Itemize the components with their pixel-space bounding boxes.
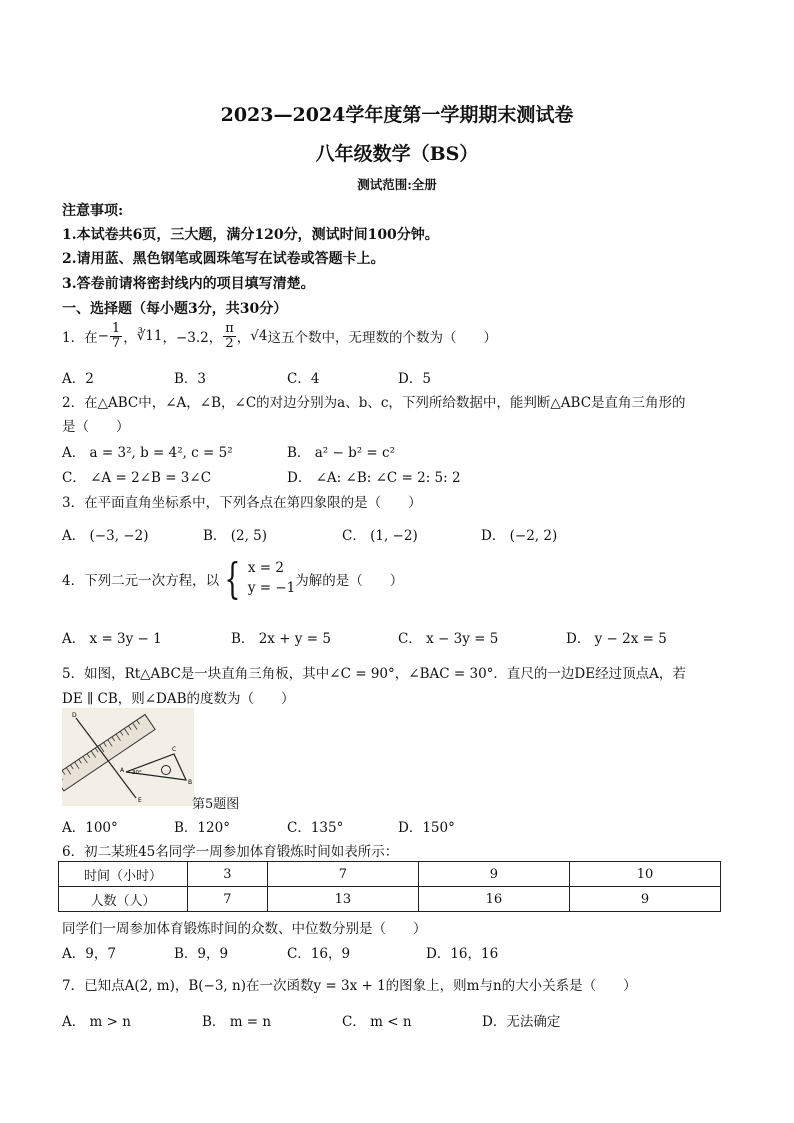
q1-sqrt: √4 bbox=[250, 328, 268, 345]
table-cell: 7 bbox=[188, 887, 268, 912]
question-2-line2: 是（ ） bbox=[62, 419, 130, 435]
q1-prefix: 1．在 bbox=[62, 330, 98, 347]
fig-label-b: B bbox=[188, 779, 193, 786]
q5-figure-caption: 第5题图 bbox=[192, 797, 240, 812]
q5-option-a: A．100° bbox=[62, 820, 118, 836]
q3-option-c: C． (1, −2) bbox=[342, 528, 418, 544]
question-3: 3．在平面直角坐标系中，下列各点在第四象限的是（ ） bbox=[62, 495, 422, 511]
q1-frac-num: 1 bbox=[111, 321, 121, 336]
q1-pi-den: 2 bbox=[225, 335, 234, 351]
q1-option-d: D．5 bbox=[398, 371, 431, 387]
q4-option-a: A． x = 3y − 1 bbox=[62, 631, 162, 647]
q1-pi-num: π bbox=[225, 321, 234, 336]
table-cell: 10 bbox=[569, 862, 720, 887]
table-header-cell: 时间（小时） bbox=[59, 862, 188, 887]
q4-row2: y = −1 bbox=[247, 580, 296, 596]
fig-label-c: C bbox=[172, 746, 177, 753]
table-row bbox=[59, 887, 721, 912]
table-header-cell: 人数（人） bbox=[59, 887, 188, 912]
q6-option-c: C．16，9 bbox=[287, 946, 351, 962]
question-6-prompt: 同学们一周参加体育锻炼时间的众数、中位数分别是（ ） bbox=[62, 921, 427, 937]
q4-prefix: 4．下列二元一次方程，以 bbox=[62, 573, 220, 589]
table-cell: 13 bbox=[267, 887, 418, 912]
table-row bbox=[59, 862, 721, 887]
q6-option-b: B．9，9 bbox=[174, 946, 229, 962]
q1-pi-fraction bbox=[223, 322, 236, 350]
q1-sep2: ， bbox=[236, 330, 251, 347]
q7-option-b: B． m = n bbox=[202, 1014, 272, 1030]
question-4 bbox=[62, 554, 404, 603]
note-item: 3.答卷前请将密封线内的项目填写清楚。 bbox=[62, 276, 315, 292]
fig-label-e: E bbox=[138, 797, 142, 804]
fig-angle-label: 30° bbox=[132, 770, 142, 776]
q1-neg: ，−3.2， bbox=[162, 330, 223, 347]
fig-label-a: A bbox=[120, 767, 125, 774]
exam-title: 2023—2024学年度第一学期期末测试卷 bbox=[220, 104, 574, 126]
q3-option-a: A． (−3, −2) bbox=[62, 528, 149, 544]
q2-option-b: B． a² − b² = c² bbox=[287, 445, 395, 461]
q1-fraction bbox=[110, 322, 122, 350]
q4-option-d: D． y − 2x = 5 bbox=[566, 631, 667, 647]
q5-figure bbox=[62, 708, 194, 806]
q4-equation-system bbox=[219, 554, 296, 603]
q6-option-a: A．9，7 bbox=[62, 946, 116, 962]
q3-option-b: B． (2, 5) bbox=[203, 528, 268, 544]
q4-option-b: B． 2x + y = 5 bbox=[231, 631, 331, 647]
q4-option-c: C． x − 3y = 5 bbox=[398, 631, 499, 647]
question-5-line1: 5．如图，Rt△ABC是一块直角三角板，其中∠C = 90°，∠BAC = 30°．直尺的一边DE经过顶点A，若 bbox=[62, 666, 686, 682]
q1-minus: − bbox=[97, 328, 109, 345]
q1-option-c: C．4 bbox=[287, 371, 320, 387]
q1-suffix: 这五个数中，无理数的个数为（ ） bbox=[267, 330, 497, 347]
q1-sep: ， bbox=[123, 330, 137, 347]
question-7: 7．已知点A(2, m)，B(−3, n)在一次函数y = 3x + 1的图象上，则m与n的大小关系是（ ） bbox=[62, 978, 637, 994]
q7-option-c: C． m < n bbox=[342, 1014, 412, 1030]
q4-suffix: 为解的是（ ） bbox=[295, 573, 404, 589]
table-cell: 7 bbox=[267, 862, 418, 887]
question-5-line2: DE ∥ CB，则∠DAB的度数为（ ） bbox=[62, 691, 295, 707]
q3-option-d: D． (−2, 2) bbox=[481, 528, 558, 544]
q2-option-d: D． ∠A: ∠B: ∠C = 2: 5: 2 bbox=[287, 470, 461, 486]
question-2-line1: 2．在△ABC中，∠A，∠B，∠C的对边分别为a、b、c，下列所给数据中，能判断△ABC是直角三角形的 bbox=[62, 395, 686, 411]
q7-option-a: A． m > n bbox=[62, 1014, 131, 1030]
exam-scope: 测试范围:全册 bbox=[357, 177, 437, 192]
notes-heading: 注意事项: bbox=[62, 203, 124, 219]
question-1 bbox=[62, 322, 497, 350]
note-item: 1.本试卷共6页，三大题，满分120分，测试时间100分钟。 bbox=[62, 227, 439, 243]
note-item: 2.请用蓝、黑色钢笔或圆珠笔写在试卷或答题卡上。 bbox=[62, 251, 385, 267]
exam-subtitle: 八年级数学（BS） bbox=[315, 143, 479, 165]
q2-option-a: A． a = 3², b = 4², c = 5² bbox=[62, 445, 233, 461]
table-cell: 9 bbox=[418, 862, 569, 887]
table-cell: 16 bbox=[418, 887, 569, 912]
brace-icon: { bbox=[224, 554, 241, 603]
q1-option-a: A．2 bbox=[62, 371, 94, 387]
q1-option-b: B．3 bbox=[174, 371, 207, 387]
q7-option-d: D．无法确定 bbox=[482, 1014, 561, 1030]
table-cell: 9 bbox=[569, 887, 720, 912]
q6-table bbox=[58, 861, 721, 912]
question-6: 6．初二某班45名同学一周参加体育锻炼时间如表所示： bbox=[62, 844, 399, 860]
q4-row1: x = 2 bbox=[247, 560, 284, 577]
q5-option-c: C．135° bbox=[287, 820, 344, 836]
q1-cbrt: ∛11 bbox=[136, 328, 163, 345]
q5-option-b: B．120° bbox=[174, 820, 230, 836]
q5-option-d: D．150° bbox=[398, 820, 455, 836]
q2-option-c: C． ∠A = 2∠B = 3∠C bbox=[62, 470, 212, 486]
section-heading: 一、选择题（每小题3分，共30分） bbox=[62, 301, 288, 317]
q1-frac-den: 7 bbox=[111, 335, 121, 351]
fig-label-d: D bbox=[72, 712, 77, 719]
table-cell: 3 bbox=[188, 862, 268, 887]
q6-option-d: D．16，16 bbox=[426, 946, 499, 962]
